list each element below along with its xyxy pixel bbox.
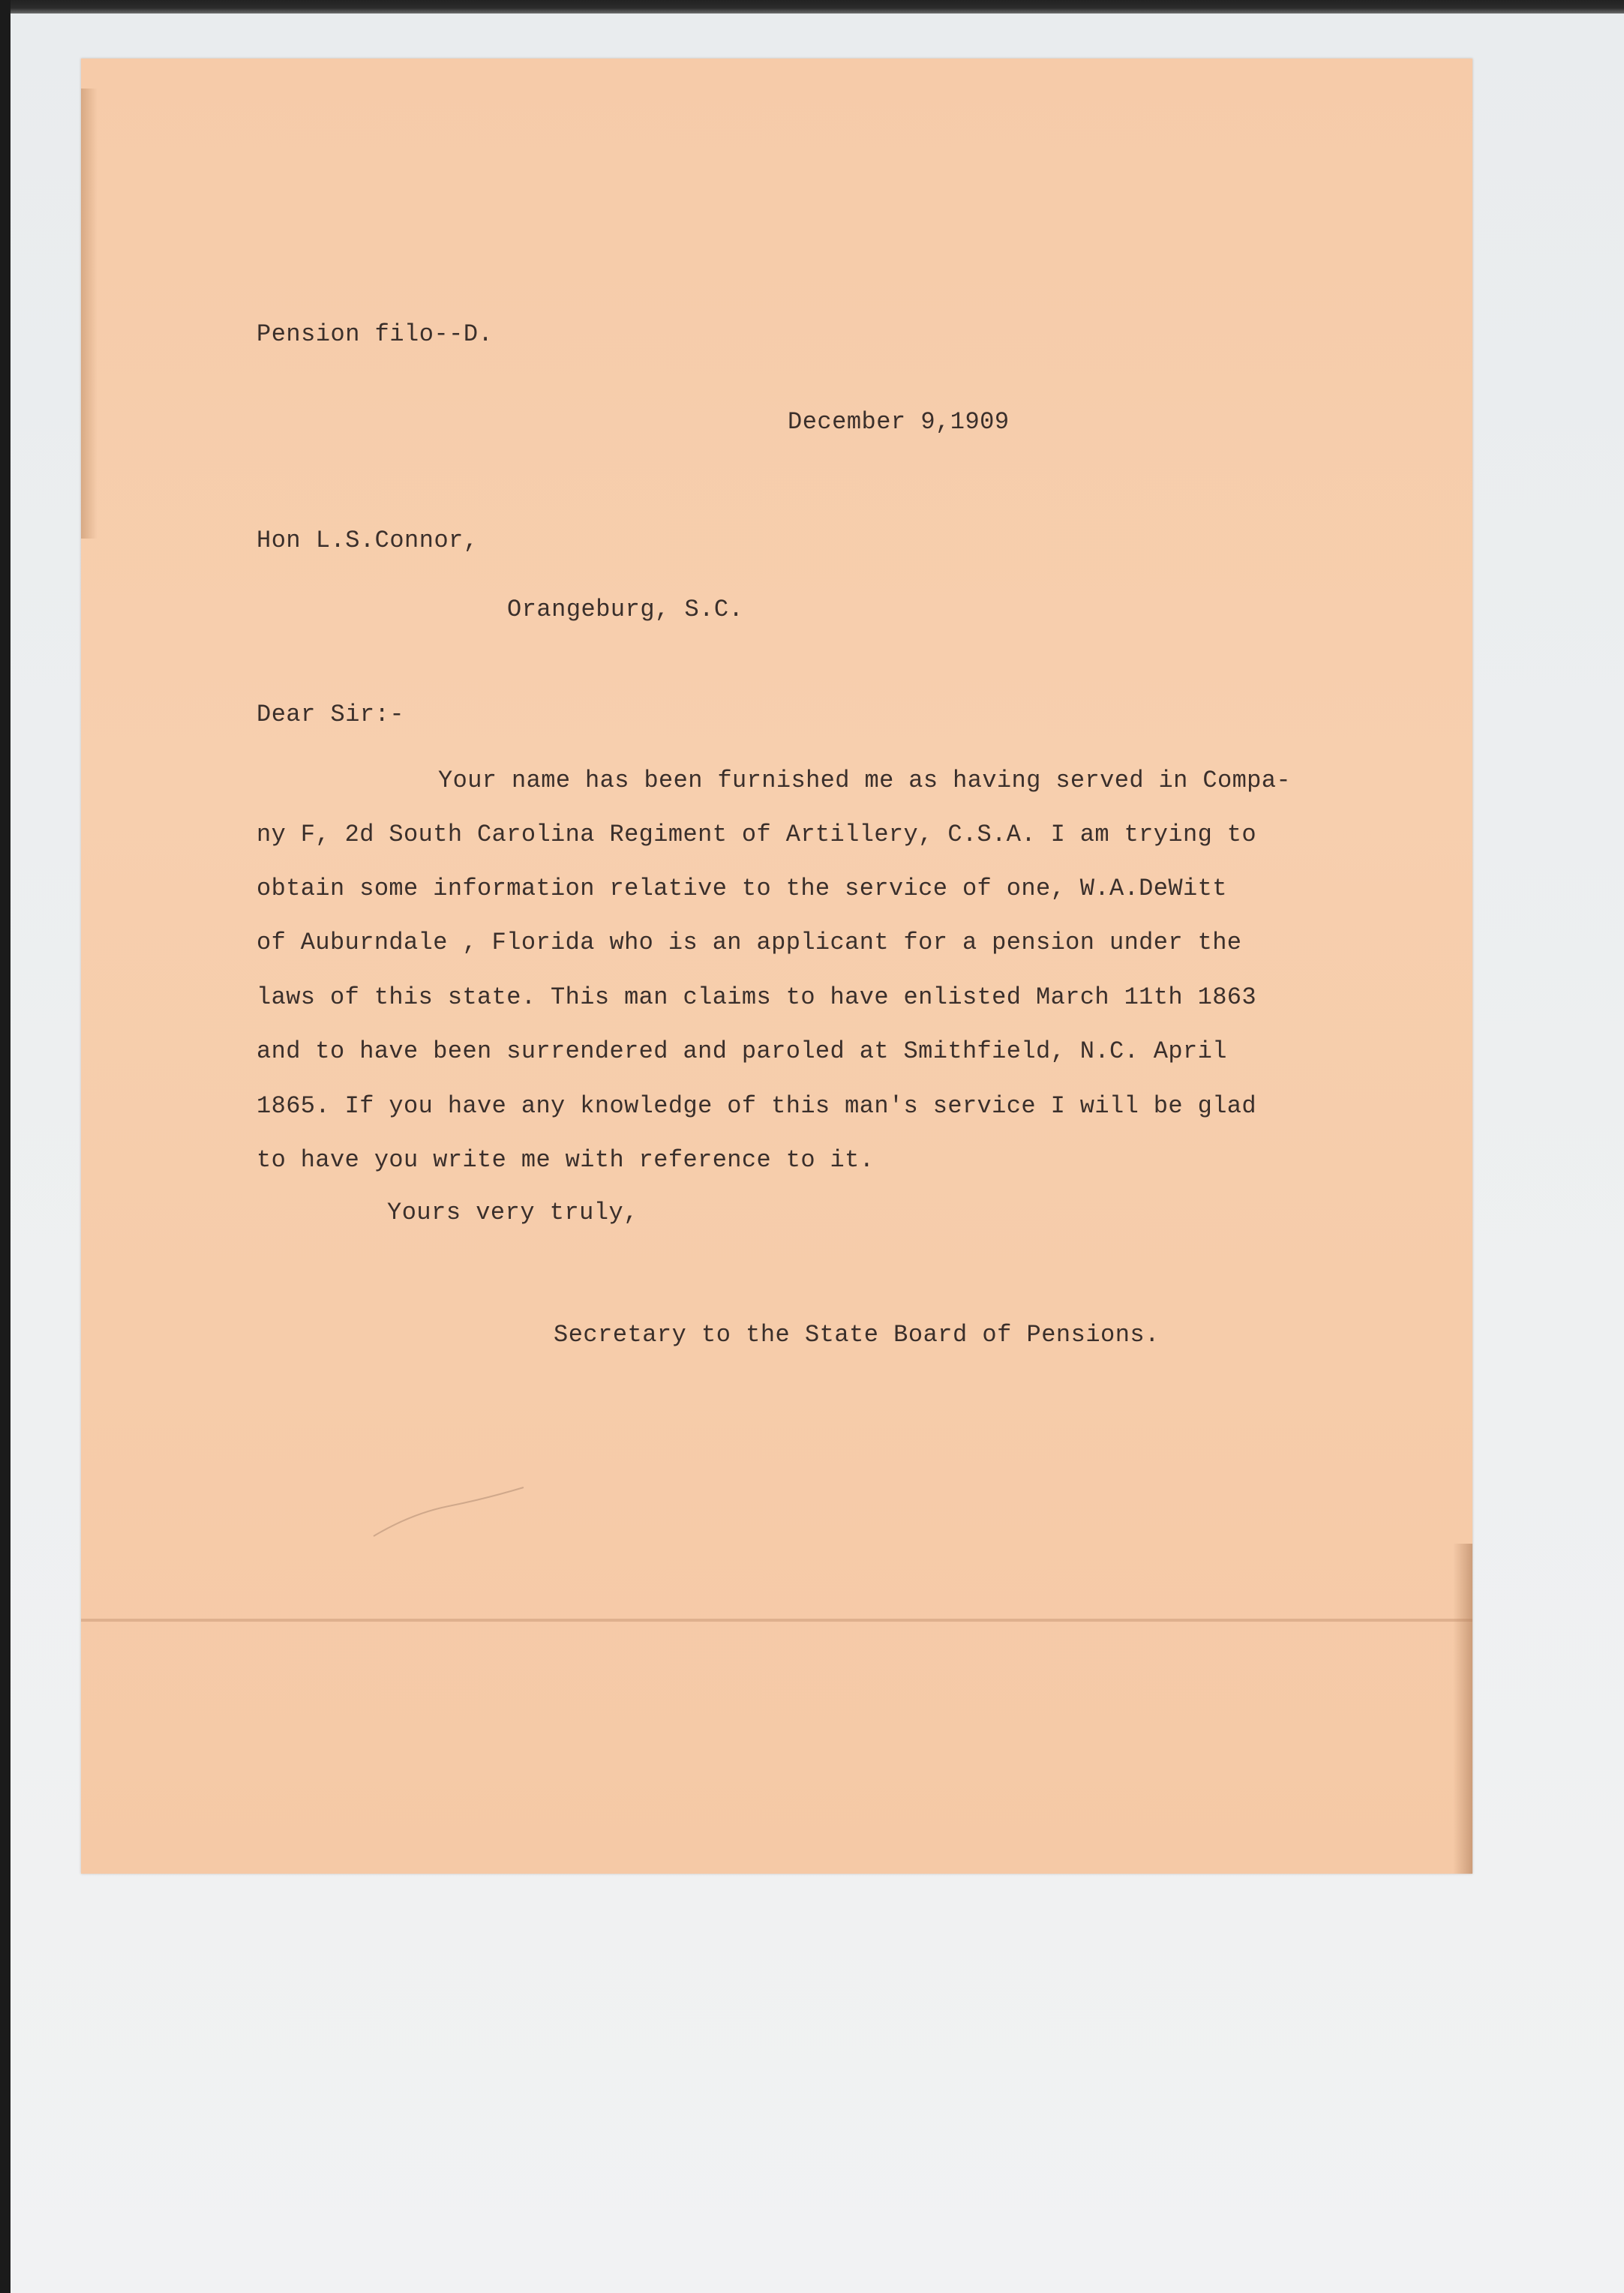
paper-worn-right-edge <box>1453 1544 1472 1874</box>
letter-closing: Yours very truly, <box>387 1199 638 1226</box>
file-reference: Pension filo--D. <box>257 320 494 348</box>
pencil-mark <box>366 1484 531 1544</box>
body-line: of Auburndale , Florida who is an applicant for a pension under the <box>257 929 1242 956</box>
scanner-top-edge <box>0 0 1624 14</box>
body-line: ny F, 2d South Carolina Regiment of Artillery, C.S.A. I am trying to <box>257 821 1257 848</box>
recipient-name: Hon L.S.Connor, <box>257 527 479 554</box>
letter-date: December 9,1909 <box>788 408 1010 436</box>
paper-fold-line <box>81 1619 1472 1622</box>
paper-worn-left-edge <box>81 89 98 539</box>
body-line: Your name has been furnished me as having served in Compa- <box>438 767 1291 794</box>
scanner-left-edge <box>0 0 11 2293</box>
signature-title: Secretary to the State Board of Pensions. <box>554 1321 1160 1349</box>
recipient-location: Orangeburg, S.C. <box>507 596 744 623</box>
body-line: to have you write me with reference to it. <box>257 1146 875 1174</box>
body-line: and to have been surrendered and paroled at Smithfield, N.C. April <box>257 1037 1227 1065</box>
body-line: laws of this state. This man claims to have enlisted March 11th 1863 <box>257 983 1257 1011</box>
salutation: Dear Sir:- <box>257 701 405 728</box>
body-line: 1865. If you have any knowledge of this man's service I will be glad <box>257 1092 1257 1120</box>
body-line: obtain some information relative to the service of one, W.A.DeWitt <box>257 875 1227 902</box>
